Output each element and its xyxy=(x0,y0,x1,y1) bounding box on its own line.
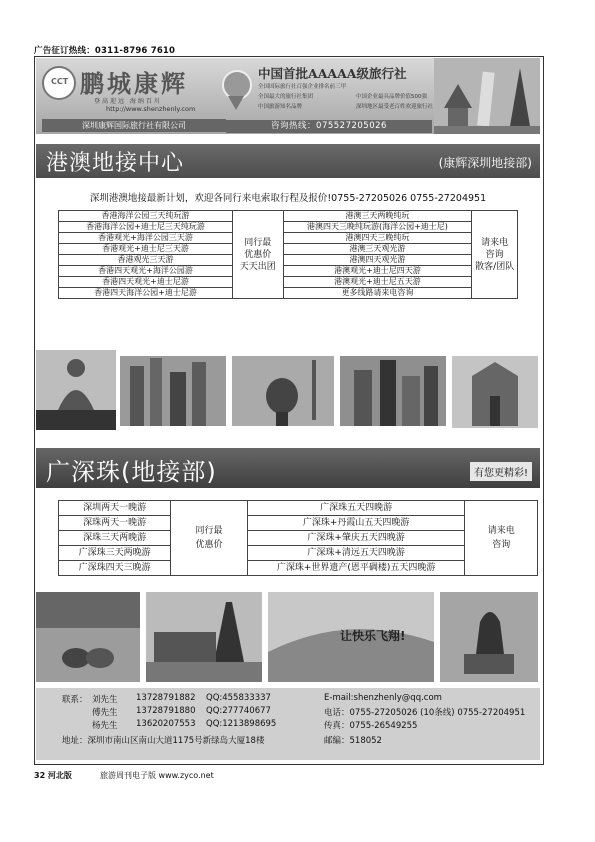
table-row xyxy=(59,288,518,299)
five-goats-statue-photo xyxy=(440,592,538,682)
bullet: 全国最大的旅行社集团 xyxy=(258,94,314,100)
contact-qq: QQ:1213898695 xyxy=(206,719,277,729)
contact-name: 傅先生 xyxy=(92,708,118,718)
route-cell: 香港四天观光+迪士尼游 xyxy=(59,277,233,288)
route-cell: 港澳四天三晚纯玩 xyxy=(283,233,472,244)
route-cell: 广深珠+清远五天四晚游 xyxy=(247,546,465,561)
contact-phone: 13728791882 xyxy=(136,693,196,703)
section-tagline: 有您更精彩! xyxy=(470,462,532,481)
table-row xyxy=(59,255,518,266)
bullet: 全国国际旅行社百强企业排名前三甲 xyxy=(258,84,347,90)
company-banner xyxy=(36,58,540,134)
contact-block xyxy=(36,688,540,760)
company-name: 深圳康辉国际旅行社有限公司 xyxy=(42,119,226,132)
route-cell: 广深珠三天两晚游 xyxy=(59,546,171,561)
route-cell: 广深珠+丹霞山五天四晚游 xyxy=(247,516,465,531)
table-row xyxy=(59,211,518,222)
golden-bauhinia-photo xyxy=(232,356,334,426)
world-monuments-illustration xyxy=(434,58,540,134)
contact-note: 请来电 咨询 散客/团队 xyxy=(472,211,518,299)
table-row xyxy=(59,244,518,255)
price-note: 同行最 优惠价 xyxy=(171,501,248,576)
route-cell: 深珠两天一晚游 xyxy=(59,516,171,531)
table-row xyxy=(59,277,518,288)
page-number: 32 河北版 xyxy=(34,771,72,780)
section-title: 广深珠(地接部) xyxy=(46,458,217,486)
bullet: 深圳地区最受老百姓欢迎旅行社 xyxy=(356,104,434,110)
hotel-pool-photo xyxy=(36,592,140,682)
route-cell: 香港观光+海洋公园三天游 xyxy=(59,233,233,244)
hk-routes-table xyxy=(58,210,518,299)
contact-label: 联系： xyxy=(62,695,88,705)
route-cell: 港澳四天观光游 xyxy=(283,255,472,266)
route-cell: 香港海洋公园三天纯玩游 xyxy=(59,211,233,222)
table-row xyxy=(59,501,538,516)
route-cell: 更多线路请来电咨询 xyxy=(283,288,472,299)
consult-hotline: 咨询热线：075527205026 xyxy=(226,120,432,133)
table-row xyxy=(59,233,518,244)
site-footer: 旅游周刊电子版 www.zyco.net xyxy=(100,771,214,780)
route-cell: 港澳三天观光游 xyxy=(283,244,472,255)
price-note: 同行最 优惠价 天天出团 xyxy=(233,211,283,299)
contact-note: 请来电 咨询 xyxy=(465,501,538,576)
route-cell: 广深珠+肇庆五天四晚游 xyxy=(247,531,465,546)
contact-qq: QQ:455833337 xyxy=(206,693,271,703)
route-cell: 香港四天海洋公园+迪士尼游 xyxy=(59,288,233,299)
big-buddha-photo xyxy=(36,350,116,430)
contact-name: 杨先生 xyxy=(92,721,118,731)
table-row xyxy=(59,222,518,233)
telephone: 电话：0755-27205026 (10条线) 0755-27204951 xyxy=(324,708,526,718)
email: E-mail:shenzhenly@qq.com xyxy=(324,693,442,703)
bullet: 中国企业最具品牌价值500强 xyxy=(356,94,427,100)
contact-phone: 13620207553 xyxy=(136,719,196,729)
route-cell: 香港观光+迪士尼三天游 xyxy=(59,244,233,255)
slogan: 登高迎远 海纳百川 xyxy=(94,98,162,105)
window-of-world-photo xyxy=(146,592,262,682)
route-cell: 香港海洋公园+迪士尼三天纯玩游 xyxy=(59,222,233,233)
route-cell: 港澳四天三晚纯玩游(海洋公园+迪士尼) xyxy=(283,222,472,233)
route-cell: 港澳三天两晚纯玩 xyxy=(283,211,472,222)
route-cell: 香港观光三天游 xyxy=(59,255,233,266)
route-cell: 广深珠+世界遗产(恩平碉楼)五天四晚游 xyxy=(247,561,465,576)
hk-macau-header xyxy=(36,144,540,178)
postcode: 邮编：518052 xyxy=(324,736,382,746)
section-title: 港澳地接中心 xyxy=(46,151,185,176)
contact-phone: 13728791880 xyxy=(136,706,196,716)
table-row xyxy=(59,266,518,277)
route-cell: 港澳观光+迪士尼四天游 xyxy=(283,266,472,277)
cct-logo-icon: CCT xyxy=(42,66,76,100)
contact-name: 刘先生 xyxy=(92,695,118,705)
section-subtitle: (康辉深圳地接部) xyxy=(438,156,532,170)
macau-skyline-photo xyxy=(340,356,446,426)
ruins-st-paul-photo xyxy=(452,356,538,428)
fax: 传真：0755-26549255 xyxy=(324,721,418,731)
ad-hotline-top: 广告征订热线：0311-8796 7610 xyxy=(34,46,176,56)
route-cell: 香港四天观光+海洋公园游 xyxy=(59,266,233,277)
route-cell: 广深珠四天三晚游 xyxy=(59,561,171,576)
company-url: http://www.shenzhenly.com xyxy=(106,105,196,113)
intro-line: 深圳港澳地接最新计划，欢迎各同行来电索取行程及报价!0755-27205026 0755-27204951 xyxy=(89,193,487,204)
bullet: 中国旅游知名品牌 xyxy=(258,104,303,110)
aaaa-title: 中国首批AAAAA级旅行社 xyxy=(258,66,407,81)
hk-street-photo xyxy=(120,356,226,426)
gd-routes-table xyxy=(58,500,538,576)
route-cell: 深圳两天一晚游 xyxy=(59,501,171,516)
route-cell: 广深珠五天四晚游 xyxy=(247,501,465,516)
brand-name: 鹏城康辉 xyxy=(80,69,188,98)
route-cell: 深珠三天两晚游 xyxy=(59,531,171,546)
happy-valley-sign xyxy=(268,592,434,682)
address: 地址：深圳市南山区南山大道1175号新绿岛大厦18楼 xyxy=(62,736,265,746)
route-cell: 港澳观光+迪士尼五天游 xyxy=(283,277,472,288)
gd-header xyxy=(36,448,540,488)
sign-text: 让快乐飞翔! xyxy=(340,629,406,643)
medal-ribbon-icon xyxy=(228,96,244,110)
contact-qq: QQ:277740677 xyxy=(206,706,271,716)
